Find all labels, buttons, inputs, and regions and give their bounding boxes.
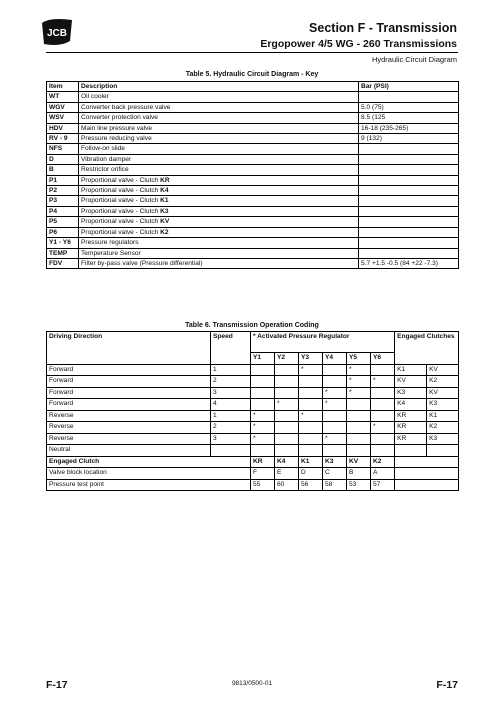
item-code: WGV [47, 102, 79, 112]
valve-block-row [47, 468, 459, 480]
description-text: Converter protection valve [81, 114, 158, 122]
engaged-clutch-row-value: KR [251, 456, 275, 468]
regulator-flag: * [299, 364, 323, 376]
engaged-clutch-2: KV [427, 364, 459, 376]
regulator-flag [251, 387, 275, 399]
table5-row [47, 258, 459, 268]
regulator-flag [371, 433, 395, 445]
regulator-flag: * [323, 387, 347, 399]
driving-direction: Reverse [47, 410, 211, 422]
regulator-flag [371, 387, 395, 399]
regulator-flag: * [371, 422, 395, 434]
regulator-flag [299, 445, 323, 457]
section-title: Section F - Transmission [309, 21, 457, 35]
engaged-clutch-2: K1 [427, 410, 459, 422]
clutch-code: K4 [160, 187, 169, 195]
operation-coding-table [46, 331, 459, 491]
regulator-flag: * [251, 410, 275, 422]
coding-row [47, 364, 459, 376]
coding-row [47, 433, 459, 445]
description-text: Pressure reducing valve [81, 135, 152, 143]
table5-caption: Table 5. Hydraulic Circuit Diagram - Key [185, 71, 319, 78]
driving-direction: Neutral [47, 445, 211, 457]
item-pressure: 8.5 (125 [359, 113, 459, 123]
table5-header-cell: Bar (PSI) [359, 82, 459, 92]
regulator-flag: * [347, 376, 371, 388]
driving-direction: Reverse [47, 433, 211, 445]
table5-row [47, 113, 459, 123]
regulator-flag: * [299, 410, 323, 422]
item-pressure: 9 (132) [359, 134, 459, 144]
item-description [79, 154, 359, 164]
valve-block-row-value: F [251, 468, 275, 480]
engaged-clutch-1: K1 [395, 364, 427, 376]
table6-caption: Table 6. Transmission Operation Coding [185, 322, 319, 329]
speed-value: 1 [211, 410, 251, 422]
regulator-flag [251, 364, 275, 376]
regulator-flag [299, 387, 323, 399]
regulator-label: Y1 [251, 353, 275, 365]
pressure-test-row-value: 58 [323, 479, 347, 491]
table5-row [47, 217, 459, 227]
regulator-label: Y4 [323, 353, 347, 365]
table5-row [47, 238, 459, 248]
regulator-flag [371, 410, 395, 422]
regulator-flag [299, 433, 323, 445]
description-text: Converter back pressure valve [81, 103, 171, 111]
item-pressure [359, 92, 459, 102]
item-pressure: 5.7 +1.5 -0.5 (84 +22 -7.3) [359, 258, 459, 268]
item-code: P3 [47, 196, 79, 206]
regulator-flag [275, 422, 299, 434]
regulator-flag [299, 376, 323, 388]
coding-row [47, 387, 459, 399]
engaged-clutch-row-label: Engaged Clutch [47, 456, 251, 468]
jcb-logo [40, 17, 74, 47]
description-text: Main line pressure valve [81, 124, 153, 132]
clutch-code: KV [160, 218, 170, 226]
page-number-right: F-17 [436, 679, 458, 691]
driving-direction: Forward [47, 376, 211, 388]
engaged-clutch-row-value: KV [347, 456, 371, 468]
engaged-clutch-1: KR [395, 433, 427, 445]
table5-row [47, 102, 459, 112]
table5-row [47, 186, 459, 196]
speed-value: 2 [211, 422, 251, 434]
speed-value: 3 [211, 387, 251, 399]
engaged-clutch-1: K3 [395, 387, 427, 399]
regulator-flag [275, 376, 299, 388]
regulator-label: Y6 [371, 353, 395, 365]
item-description [79, 134, 359, 144]
table5-header-row [47, 82, 459, 92]
regulator-flag: * [323, 399, 347, 411]
header-divider [46, 52, 458, 53]
engaged-clutch-2: K3 [427, 433, 459, 445]
subsection-label: Hydraulic Circuit Diagram [371, 55, 457, 64]
item-code: P5 [47, 217, 79, 227]
engaged-clutch-2: K2 [427, 422, 459, 434]
regulator-label: Y5 [347, 353, 371, 365]
regulator-flag [251, 399, 275, 411]
regulator-flag: * [275, 399, 299, 411]
item-description [79, 175, 359, 185]
engaged-clutch-2 [427, 445, 459, 457]
description-text: Proportional valve - Clutch [81, 187, 161, 195]
clutch-code: K1 [160, 197, 169, 205]
item-code: P6 [47, 227, 79, 237]
pressure-test-row-value: 56 [299, 479, 323, 491]
speed-value: 1 [211, 364, 251, 376]
empty-cell [395, 468, 459, 480]
item-pressure [359, 238, 459, 248]
item-description [79, 196, 359, 206]
regulator-label: Y3 [299, 353, 323, 365]
speed-value: 2 [211, 376, 251, 388]
description-text: Proportional valve - Clutch [81, 228, 161, 236]
driving-direction: Reverse [47, 422, 211, 434]
document-number: 9813/0500-01 [231, 680, 273, 687]
regulator-label: Y2 [275, 353, 299, 365]
engaged-clutch-row-value: K2 [371, 456, 395, 468]
driving-direction: Forward [47, 399, 211, 411]
page-number-left: F-17 [46, 679, 68, 691]
pressure-test-row-value: 53 [347, 479, 371, 491]
description-text: Proportional valve - Clutch [81, 176, 161, 184]
description-text: Restrictor orifice [81, 166, 129, 174]
regulator-flag [299, 399, 323, 411]
table5-row [47, 144, 459, 154]
regulator-flag: * [347, 387, 371, 399]
item-code: B [47, 165, 79, 175]
item-pressure [359, 165, 459, 175]
item-description [79, 92, 359, 102]
item-pressure [359, 186, 459, 196]
coding-row [47, 376, 459, 388]
regulator-flag [323, 422, 347, 434]
speed-value [211, 445, 251, 457]
pressure-test-row [47, 479, 459, 491]
regulator-flag [275, 387, 299, 399]
description-text: Proportional valve - Clutch [81, 197, 161, 205]
regulator-flag [251, 445, 275, 457]
table5-row [47, 134, 459, 144]
engaged-clutch-2: K2 [427, 376, 459, 388]
empty-cell [395, 456, 459, 468]
driving-direction: Forward [47, 387, 211, 399]
description-text: Filter by-pass valve (Pressure differential) [81, 259, 203, 267]
engaged-clutch-row [47, 456, 459, 468]
engaged-clutch-1: KR [395, 422, 427, 434]
table5-header-cell: Item [47, 82, 79, 92]
table5-row [47, 196, 459, 206]
description-text: Vibration damper [81, 155, 132, 163]
item-description [79, 217, 359, 227]
item-pressure [359, 227, 459, 237]
table5-row [47, 154, 459, 164]
valve-block-row-value: D [299, 468, 323, 480]
item-code: TEMP [47, 248, 79, 258]
item-description [79, 113, 359, 123]
regulator-flag [275, 410, 299, 422]
item-pressure: 5.0 (75) [359, 102, 459, 112]
engaged-clutch-1: KR [395, 410, 427, 422]
item-pressure [359, 154, 459, 164]
description-text: Pressure regulators [81, 239, 139, 247]
regulator-flag [371, 399, 395, 411]
item-code: Y1 - Y6 [47, 238, 79, 248]
valve-block-row-label: Valve block location [47, 468, 251, 480]
item-pressure [359, 196, 459, 206]
description-text: Follow-on slide [81, 145, 125, 153]
valve-block-row-value: A [371, 468, 395, 480]
item-pressure [359, 144, 459, 154]
valve-block-row-value: B [347, 468, 371, 480]
clutch-code: KR [160, 176, 170, 184]
section-subtitle: Ergopower 4/5 WG - 260 Transmissions [260, 38, 457, 50]
table5-row [47, 123, 459, 133]
item-pressure: 16-18 (235-265) [359, 123, 459, 133]
item-description [79, 258, 359, 268]
item-code: RV - 9 [47, 134, 79, 144]
engaged-clutch-2: K3 [427, 399, 459, 411]
description-text: Proportional valve - Clutch [81, 207, 161, 215]
logo-text: JCB [46, 28, 68, 39]
item-code: P2 [47, 186, 79, 196]
regulator-flag [275, 433, 299, 445]
table5-row [47, 92, 459, 102]
engaged-clutch-row-value: K1 [299, 456, 323, 468]
item-code: HDV [47, 123, 79, 133]
regulator-flag [371, 364, 395, 376]
item-code: P1 [47, 175, 79, 185]
engaged-clutch-1 [395, 445, 427, 457]
pressure-test-row-value: 55 [251, 479, 275, 491]
coding-row [47, 410, 459, 422]
item-description [79, 102, 359, 112]
direction-header: Driving Direction [47, 332, 211, 365]
item-description [79, 165, 359, 175]
driving-direction: Forward [47, 364, 211, 376]
regulator-flag [371, 445, 395, 457]
description-text: Temperature Sensor [81, 249, 141, 257]
item-description [79, 123, 359, 133]
regulator-flag: * [323, 433, 347, 445]
item-code: NFS [47, 144, 79, 154]
item-pressure [359, 248, 459, 258]
regulator-flag [347, 445, 371, 457]
table5-row [47, 165, 459, 175]
table5-row [47, 206, 459, 216]
item-code: FDV [47, 258, 79, 268]
item-description [79, 186, 359, 196]
pressure-test-row-label: Pressure test point [47, 479, 251, 491]
regulator-flag [275, 445, 299, 457]
regulator-flag: * [371, 376, 395, 388]
item-code: WSV [47, 113, 79, 123]
regulator-flag: * [251, 422, 275, 434]
item-pressure [359, 217, 459, 227]
regulator-flag [323, 410, 347, 422]
regulator-flag [347, 410, 371, 422]
item-code: D [47, 154, 79, 164]
engaged-clutch-1: K4 [395, 399, 427, 411]
item-pressure [359, 206, 459, 216]
speed-value: 4 [211, 399, 251, 411]
engaged-clutch-1: KV [395, 376, 427, 388]
engaged-clutch-2: KV [427, 387, 459, 399]
hydraulic-key-table [46, 81, 459, 269]
item-description [79, 144, 359, 154]
valve-block-row-value: E [275, 468, 299, 480]
empty-cell [395, 479, 459, 491]
clutch-code: K2 [160, 228, 169, 236]
item-code: WT [47, 92, 79, 102]
coding-row [47, 445, 459, 457]
speed-value: 3 [211, 433, 251, 445]
regulator-header: * Activated Pressure Regulator [251, 332, 395, 353]
clutch-code: K3 [160, 207, 169, 215]
speed-header: Speed [211, 332, 251, 365]
description-text: Proportional valve - Clutch [81, 218, 161, 226]
regulator-flag [323, 445, 347, 457]
regulator-flag [347, 422, 371, 434]
regulator-flag [323, 376, 347, 388]
regulator-flag [251, 376, 275, 388]
table5-header-cell: Description [79, 82, 359, 92]
regulator-flag [299, 422, 323, 434]
regulator-flag [323, 364, 347, 376]
description-text: Oil cooler [81, 93, 109, 101]
regulator-flag [347, 433, 371, 445]
engaged-clutch-row-value: K3 [323, 456, 347, 468]
coding-row [47, 399, 459, 411]
coding-row [47, 422, 459, 434]
pressure-test-row-value: 57 [371, 479, 395, 491]
item-code: P4 [47, 206, 79, 216]
item-description [79, 227, 359, 237]
engaged-clutches-header: Engaged Clutches [395, 332, 459, 365]
engaged-clutch-row-value: K4 [275, 456, 299, 468]
item-pressure [359, 175, 459, 185]
table5-row [47, 227, 459, 237]
regulator-flag [347, 399, 371, 411]
item-description [79, 206, 359, 216]
regulator-flag: * [347, 364, 371, 376]
pressure-test-row-value: 60 [275, 479, 299, 491]
table5-row [47, 175, 459, 185]
regulator-flag [275, 364, 299, 376]
regulator-flag: * [251, 433, 275, 445]
item-description [79, 238, 359, 248]
table5-row [47, 248, 459, 258]
item-description [79, 248, 359, 258]
table6-header-row [47, 332, 459, 353]
valve-block-row-value: C [323, 468, 347, 480]
